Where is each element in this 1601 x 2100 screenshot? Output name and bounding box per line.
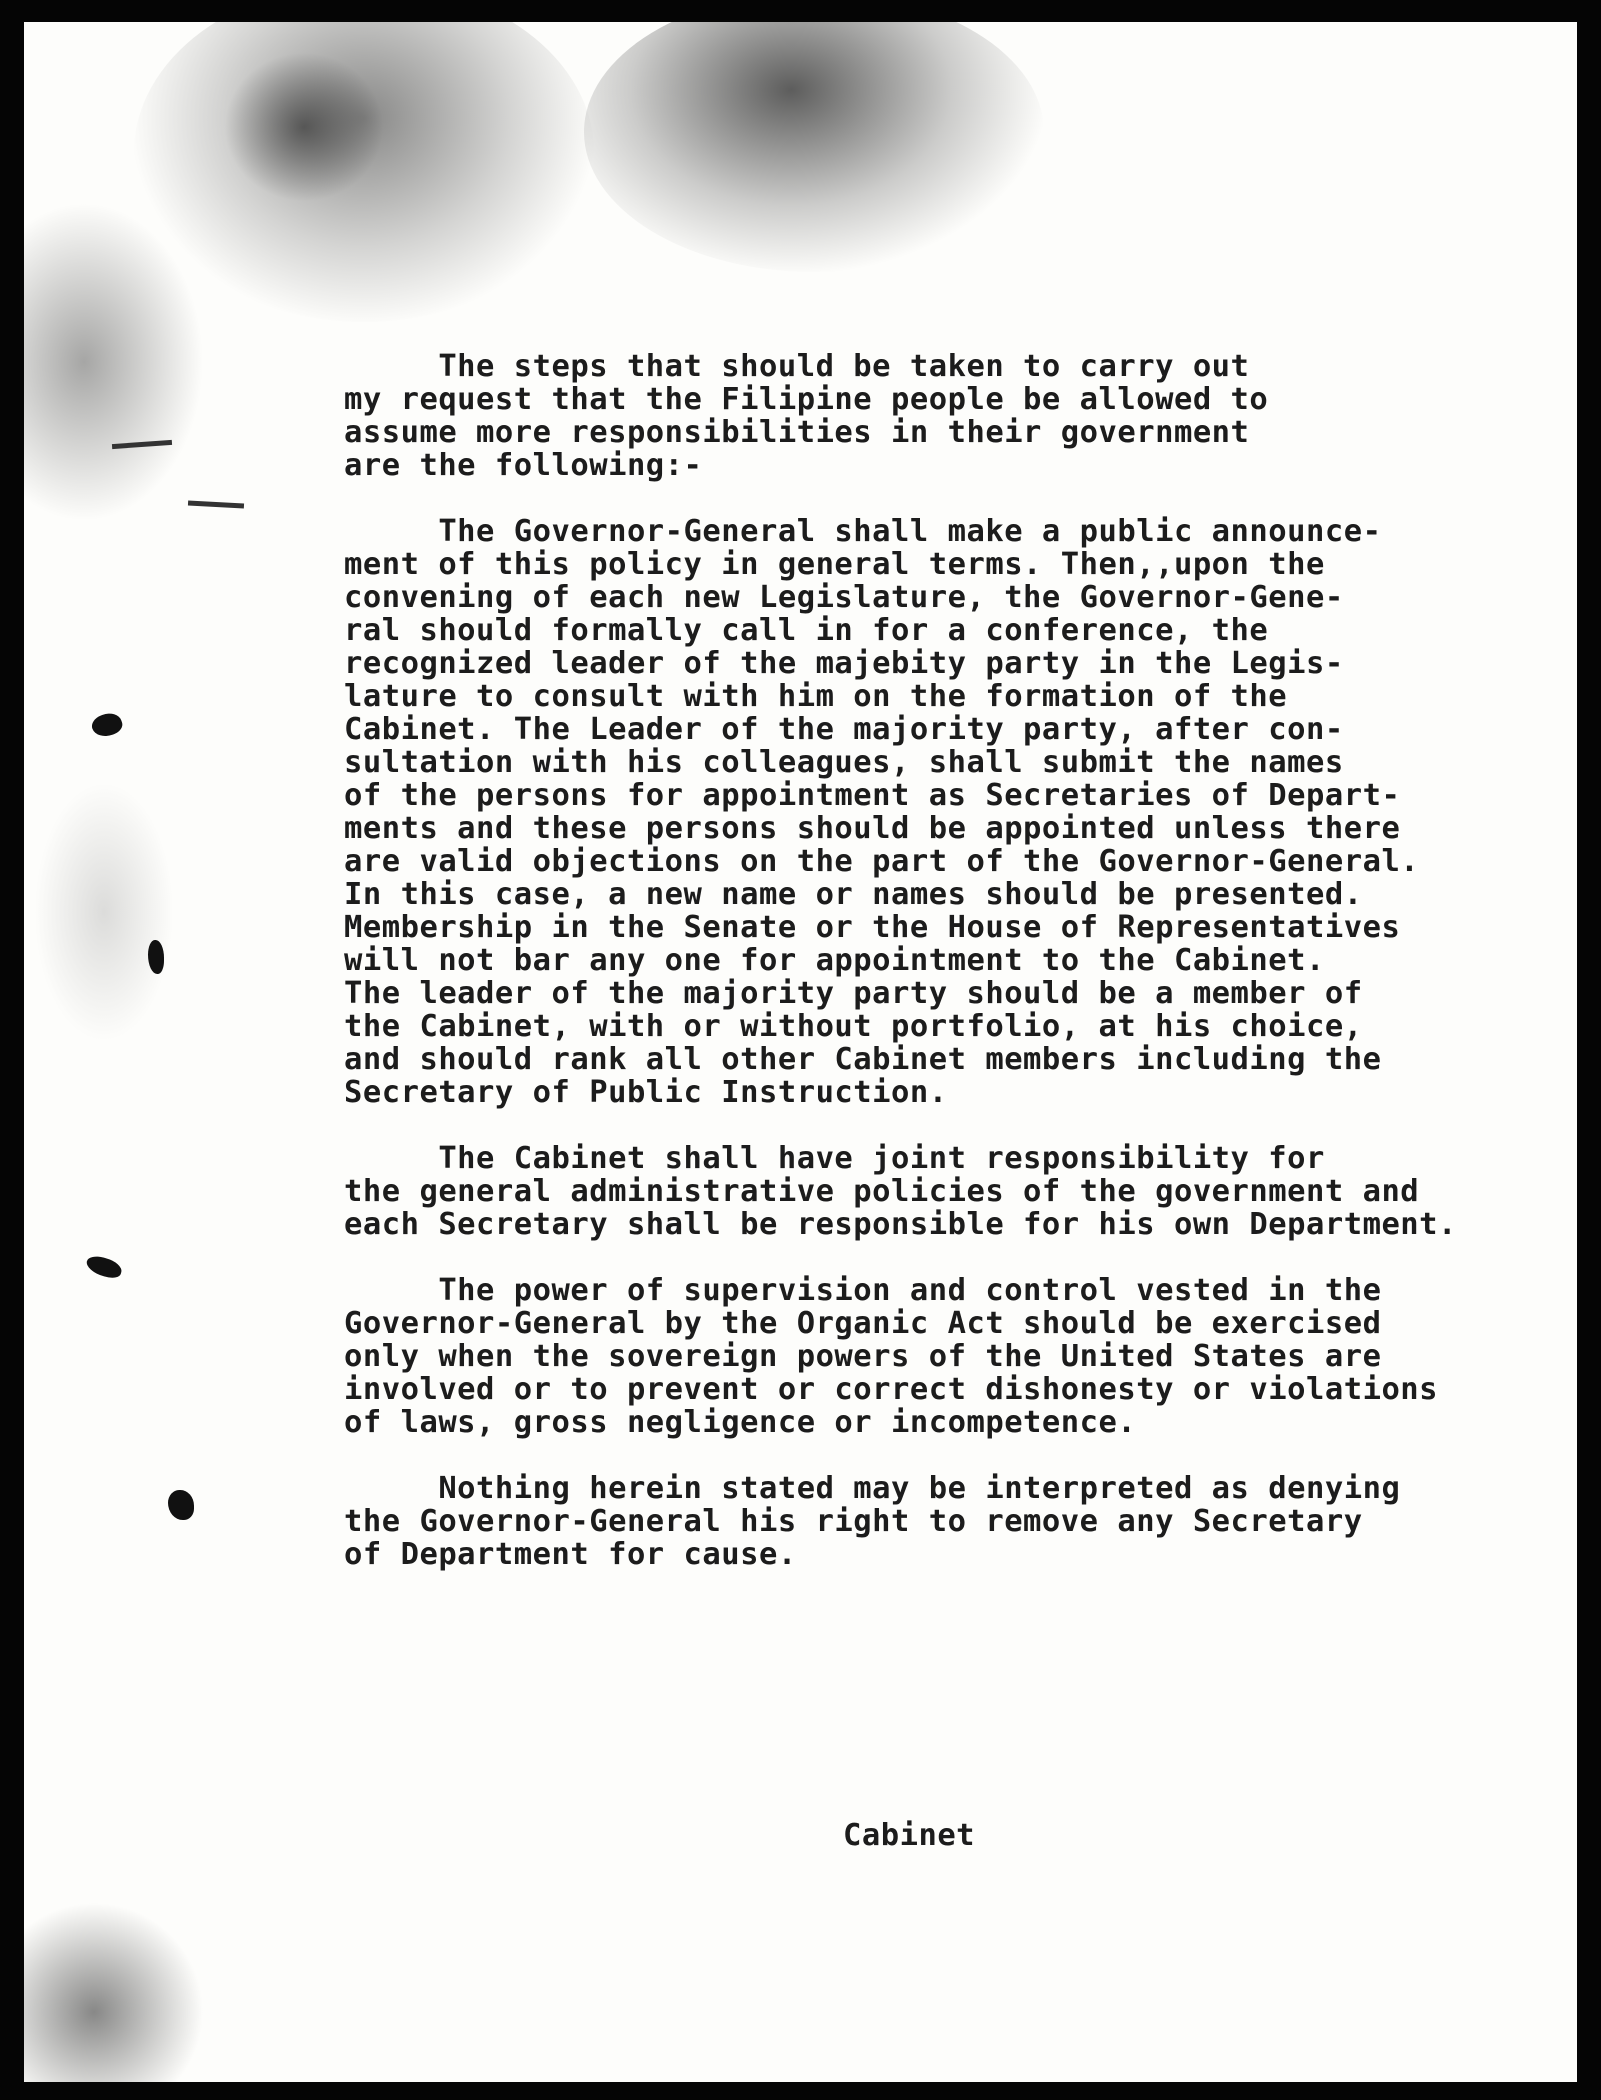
text-line: lature to consult with him on the formation of the (344, 679, 1288, 714)
text-line: The Governor-General shall make a public announce- (344, 514, 1382, 549)
text-line: The leader of the majority party should be a member of (344, 976, 1363, 1011)
margin-mark (112, 440, 172, 449)
text-line: of laws, gross negligence or incompetence. (344, 1405, 1137, 1440)
smudge-stain (24, 202, 204, 522)
margin-mark (188, 501, 244, 509)
smudge-stain (24, 1902, 204, 2082)
text-line: and should rank all other Cabinet members including the (344, 1042, 1382, 1077)
text-line: Secretary of Public Instruction. (344, 1075, 948, 1110)
ink-blot (89, 710, 125, 741)
text-line: are the following:- (344, 448, 703, 483)
text-line: the Governor-General his right to remove any Secretary (344, 1504, 1363, 1539)
text-line: are valid objections on the part of the Governor-General. (344, 844, 1420, 879)
text-line: each Secretary shall be responsible for his own Department. (344, 1207, 1457, 1242)
text-line: Membership in the Senate or the House of Representatives (344, 910, 1401, 945)
ink-blot (84, 1254, 123, 1281)
footer-label: Cabinet (843, 1818, 976, 1853)
text-line: ments and these persons should be appointed unless there (344, 811, 1401, 846)
ink-blot (148, 940, 164, 974)
typed-text-body (344, 350, 1504, 1604)
smudge-stain (34, 782, 174, 1042)
text-line: The Cabinet shall have joint responsibility for (344, 1141, 1325, 1176)
text-line: Governor-General by the Organic Act should be exercised (344, 1306, 1382, 1341)
text-line: ral should formally call in for a conference, the (344, 613, 1269, 648)
text-line: convening of each new Legislature, the Governor-Gene- (344, 580, 1344, 615)
smudge-stain (224, 52, 384, 202)
text-line: only when the sovereign powers of the United States are (344, 1339, 1382, 1374)
paragraph-4 (344, 1274, 1504, 1439)
smudge-stain (134, 22, 594, 322)
text-line: ment of this policy in general terms. Then,,upon the (344, 547, 1325, 582)
text-line: the Cabinet, with or without portfolio, at his choice, (344, 1009, 1363, 1044)
text-line: The power of supervision and control vested in the (344, 1273, 1382, 1308)
text-line: The steps that should be taken to carry out (344, 349, 1250, 384)
smudge-stain (584, 22, 1044, 272)
text-line: recognized leader of the majebity party in the Legis- (344, 646, 1344, 681)
ink-blot (168, 1490, 194, 1520)
text-line: of Department for cause. (344, 1537, 797, 1572)
text-line: the general administrative policies of the government and (344, 1174, 1420, 1209)
paragraph-2 (344, 515, 1504, 1109)
document-page (24, 22, 1577, 2082)
paragraph-3 (344, 1142, 1504, 1241)
text-line: will not bar any one for appointment to the Cabinet. (344, 943, 1325, 978)
text-line: of the persons for appointment as Secretaries of Depart- (344, 778, 1401, 813)
text-line: Nothing herein stated may be interpreted as denying (344, 1471, 1401, 1506)
text-line: sultation with his colleagues, shall submit the names (344, 745, 1344, 780)
text-line: my request that the Filipine people be allowed to (344, 382, 1269, 417)
text-line: involved or to prevent or correct dishonesty or violations (344, 1372, 1439, 1407)
paragraph-5 (344, 1472, 1504, 1571)
text-line: Cabinet. The Leader of the majority party, after con- (344, 712, 1344, 747)
text-line: In this case, a new name or names should be presented. (344, 877, 1363, 912)
text-line: assume more responsibilities in their government (344, 415, 1250, 450)
paragraph-1 (344, 350, 1504, 482)
